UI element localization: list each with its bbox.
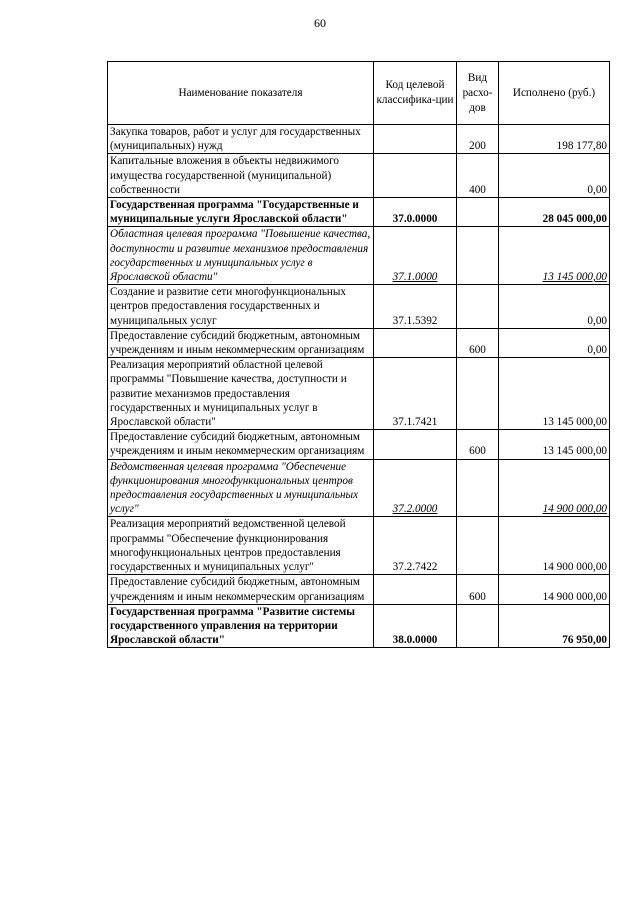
cell-kind xyxy=(457,604,499,648)
table-row xyxy=(108,517,610,575)
cell-name: Предоставление субсидий бюджетным, автономным учреждениям и иным некоммерческим организациям xyxy=(108,575,374,604)
table-row xyxy=(108,154,610,198)
cell-kind xyxy=(457,285,499,329)
cell-sum: 13 145 000,00 xyxy=(499,430,610,459)
cell-name: Предоставление субсидий бюджетным, автономным учреждениям и иным некоммерческим организациям xyxy=(108,430,374,459)
cell-code: 37.1.5392 xyxy=(374,285,457,329)
cell-sum: 0,00 xyxy=(499,285,610,329)
header-indicator-name: Наименование показателя xyxy=(108,62,374,125)
cell-sum: 198 177,80 xyxy=(499,125,610,154)
table-body xyxy=(108,125,610,648)
table-row xyxy=(108,125,610,154)
cell-sum: 0,00 xyxy=(499,328,610,357)
table-row xyxy=(108,198,610,227)
cell-code xyxy=(374,430,457,459)
cell-code xyxy=(374,154,457,198)
cell-name: Создание и развитие сети многофункциональных центров предоставления государственных и муниципальных услуг xyxy=(108,285,374,329)
cell-kind xyxy=(457,459,499,517)
cell-name: Реализация мероприятий ведомственной целевой программы "Обеспечение функционирования многофункциональных центров предоставления государственных и муниципальных услуг" xyxy=(108,517,374,575)
cell-code xyxy=(374,328,457,357)
cell-kind xyxy=(457,198,499,227)
cell-name: Областная целевая программа "Повышение качества, доступности и развитие механизмов предоставления государственных и муниципальных услуг в Ярославской области" xyxy=(108,227,374,285)
table-row xyxy=(108,358,610,430)
header-target-code: Код целевой классифика-ции xyxy=(374,62,457,125)
cell-kind: 400 xyxy=(457,154,499,198)
table-row xyxy=(108,285,610,329)
cell-kind: 200 xyxy=(457,125,499,154)
cell-kind: 600 xyxy=(457,430,499,459)
cell-kind xyxy=(457,227,499,285)
cell-kind xyxy=(457,358,499,430)
table-row xyxy=(108,575,610,604)
cell-sum: 14 900 000,00 xyxy=(499,459,610,517)
cell-kind: 600 xyxy=(457,575,499,604)
cell-sum: 13 145 000,00 xyxy=(499,358,610,430)
cell-code: 37.2.7422 xyxy=(374,517,457,575)
cell-code xyxy=(374,575,457,604)
cell-name: Капитальные вложения в объекты недвижимого имущества государственной (муниципальной) собственности xyxy=(108,154,374,198)
cell-sum: 28 045 000,00 xyxy=(499,198,610,227)
cell-code: 37.1.0000 xyxy=(374,227,457,285)
header-expense-kind: Вид расхо-дов xyxy=(457,62,499,125)
cell-name: Предоставление субсидий бюджетным, автономным учреждениям и иным некоммерческим организациям xyxy=(108,328,374,357)
cell-code: 37.2.0000 xyxy=(374,459,457,517)
cell-sum: 14 900 000,00 xyxy=(499,517,610,575)
budget-table xyxy=(107,61,610,648)
cell-code: 37.0.0000 xyxy=(374,198,457,227)
cell-name: Закупка товаров, работ и услуг для государственных (муниципальных) нужд xyxy=(108,125,374,154)
cell-code xyxy=(374,125,457,154)
cell-name: Государственная программа "Развитие системы государственного управления на территории Ярославской области" xyxy=(108,604,374,648)
cell-kind xyxy=(457,517,499,575)
table-row xyxy=(108,604,610,648)
cell-sum: 14 900 000,00 xyxy=(499,575,610,604)
header-executed-sum: Исполнено (руб.) xyxy=(499,62,610,125)
table-row xyxy=(108,430,610,459)
cell-name: Государственная программа "Государственные и муниципальные услуги Ярославской области" xyxy=(108,198,374,227)
cell-name: Реализация мероприятий областной целевой программы "Повышение качества, доступности и развитие механизмов предоставления государственных и муниципальных услуг в Ярославской области" xyxy=(108,358,374,430)
table-row xyxy=(108,459,610,517)
cell-name: Ведомственная целевая программа "Обеспечение функционирования многофункциональных центров предоставления государственных и муниципальных услуг" xyxy=(108,459,374,517)
page-number: 60 xyxy=(314,16,326,30)
cell-kind: 600 xyxy=(457,328,499,357)
cell-code: 37.1.7421 xyxy=(374,358,457,430)
table-row xyxy=(108,328,610,357)
cell-code: 38.0.0000 xyxy=(374,604,457,648)
cell-sum: 0,00 xyxy=(499,154,610,198)
cell-sum: 13 145 000,00 xyxy=(499,227,610,285)
table-row xyxy=(108,227,610,285)
cell-sum: 76 950,00 xyxy=(499,604,610,648)
table-header-row xyxy=(108,62,610,125)
